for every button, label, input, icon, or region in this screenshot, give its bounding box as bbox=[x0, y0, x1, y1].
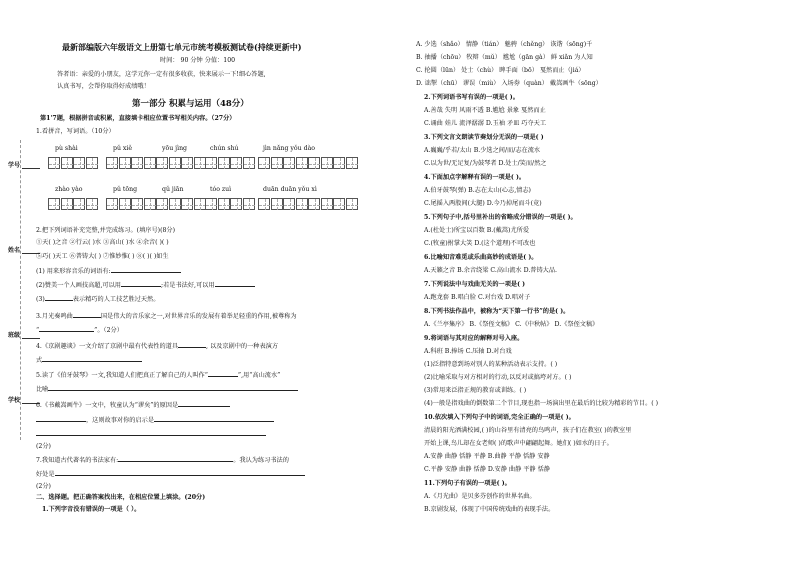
pinyin-1-2: pǔ xiě bbox=[113, 145, 133, 152]
char-cell[interactable] bbox=[296, 198, 308, 210]
part2-title: 二、选择题。把正确答案找出来，在相应位置上填涂。(20分) bbox=[36, 494, 206, 501]
side-label-id: 学号 bbox=[8, 162, 21, 169]
mc-q10-passage-1: 清晨的阳光洒满校园,( )的山谷里有清亮的鸟鸣声，孩子们在教室( )的教室里 bbox=[424, 427, 632, 434]
mc-q11: 11.下列句子有误的一项是( )。 bbox=[424, 480, 511, 487]
mc-q9-3: (3)常用来泛指正规的教育或训练。( ) bbox=[424, 387, 527, 394]
char-cell[interactable] bbox=[131, 198, 143, 210]
char-cell[interactable] bbox=[119, 157, 131, 169]
right-line-2: B. 抽播（chōu） 牧辩（mǔ） 尴尬（gān gà） 鲜 xiǎn 为人知 bbox=[416, 54, 593, 61]
greeting-line-2: 认真书写，会帮你取得好成绩哦！ bbox=[57, 83, 150, 90]
char-cell[interactable] bbox=[169, 157, 181, 169]
q2-a: (1) 用来形容音乐的词语有: bbox=[36, 268, 181, 276]
mc-q11-b: B.京剧发展，体现了中国传统戏曲的表现手法。 bbox=[424, 506, 555, 513]
q1-text: 1.看拼音，写词语。（10分） bbox=[36, 128, 115, 135]
char-cell[interactable] bbox=[243, 157, 255, 169]
char-cell[interactable] bbox=[218, 157, 230, 169]
char-cell[interactable] bbox=[283, 198, 295, 210]
answer-blank[interactable] bbox=[178, 406, 230, 407]
exam-title: 最新部编版六年级语文上册第七单元市统考模板测试卷(持续更新中) bbox=[62, 42, 302, 52]
answer-blank[interactable] bbox=[118, 461, 233, 462]
char-cell[interactable] bbox=[144, 157, 156, 169]
answer-blank[interactable] bbox=[121, 286, 161, 287]
pinyin-2-5: duān duān yǒu xì bbox=[263, 186, 317, 193]
q2-c: (3) 表示精巧的人工技艺胜过天然。 bbox=[36, 296, 160, 303]
mc-q9-4: (4)一般是指戏曲的倒数第二个节目,现也指一场演出里在最后的比较为精彩的节目。( ) bbox=[424, 400, 659, 407]
q6-line-3 bbox=[36, 431, 266, 439]
char-cell[interactable] bbox=[106, 198, 118, 210]
char-cell[interactable] bbox=[205, 198, 217, 210]
mc-q4: 4.下面加点字解释有误的一项是( )。 bbox=[424, 174, 526, 181]
mc-q8-opts: A.《兰亭集序》 B.《祭侄文稿》 C.《中秋帖》 D.《祭侄文稿》 bbox=[424, 321, 599, 328]
q6-score: (2分) bbox=[36, 443, 51, 450]
mc-q9-opts: A.科班 B.捧场 C.压轴 D.对台戏 bbox=[424, 348, 512, 355]
pinyin-2-1: zhào yào bbox=[55, 186, 83, 193]
mc-q10-passage-2: 开始上课,鸟儿却在女老师( )的歌声中翩翩起舞。她们( )如水的日子。 bbox=[424, 440, 613, 447]
char-cell[interactable] bbox=[48, 198, 60, 210]
mc-q2: 2.下列词语书写有误的一项是( )。 bbox=[424, 94, 519, 101]
q2-b: (2)赞美一个人画技高超,可以用 ;若是书法好,可以用 bbox=[36, 282, 255, 290]
answer-blank[interactable] bbox=[48, 390, 298, 391]
mc-q3-cd: C.以为世/无足复/为鼓琴者 D.处士/笑而/然之 bbox=[424, 160, 547, 167]
char-cell[interactable] bbox=[258, 157, 270, 169]
part1-title: 第一部分 积累与运用（48分） bbox=[132, 99, 249, 109]
char-cell[interactable] bbox=[230, 157, 242, 169]
answer-blank[interactable] bbox=[111, 272, 181, 273]
char-cell[interactable] bbox=[119, 198, 131, 210]
char-cell[interactable] bbox=[194, 198, 206, 210]
pinyin-2-2: pǔ tōng bbox=[113, 186, 138, 193]
greeting-line-1: 答者语：亲爱的小朋友，这学元你一定有很多收获，快来展示一下!细心答题, bbox=[57, 71, 266, 78]
answer-blank[interactable] bbox=[154, 421, 274, 422]
pinyin-2-4: tóo zuì bbox=[210, 186, 232, 193]
char-cell[interactable] bbox=[346, 198, 358, 210]
side-label-name: 姓名 bbox=[8, 247, 21, 254]
mc-q8: 8.下列书法作品中，被称为“天下第一行书”的是( )。 bbox=[424, 308, 570, 315]
char-cell[interactable] bbox=[73, 198, 85, 210]
mc-q3: 3.下列文言文朗读节奏划分无误的一项是( ) bbox=[424, 134, 544, 141]
char-cell[interactable] bbox=[258, 198, 270, 210]
side-label-school: 学校 bbox=[8, 397, 21, 404]
answer-blank[interactable] bbox=[42, 361, 142, 362]
char-cell[interactable] bbox=[230, 198, 242, 210]
q7-line-1: 7.我知道古代著名的书法家有: 。我认为练习书法的 bbox=[36, 457, 289, 464]
q6-line-2: ，这则故事对你的启示是 bbox=[36, 417, 274, 425]
char-cell[interactable] bbox=[296, 157, 308, 169]
char-cell[interactable] bbox=[61, 198, 73, 210]
char-cell[interactable] bbox=[73, 157, 85, 169]
mc-q9-2: (2)比喻采取与对方相对的行动,以反对或搞垮对方。( ) bbox=[424, 374, 572, 381]
mc-q9: 9.将词语与其对应的解释对号入座。 bbox=[424, 335, 524, 342]
mc-q6-opts: A.天籁之音 B.余音绕梁 C.高山流水 D.普铸大品. bbox=[424, 267, 558, 274]
right-line-1: A. 少选（shǎo） 情静（tián） 魅骋（chěng） 诙谐（sōng)千 bbox=[416, 41, 593, 48]
pinyin-1-3: yōu jìng bbox=[162, 145, 188, 152]
char-cell[interactable] bbox=[86, 157, 98, 169]
time-info: 时间： 90 分钟 分值：100 bbox=[160, 57, 236, 64]
char-cell[interactable] bbox=[181, 198, 193, 210]
q2-line-1: ①天( )之音 ②行云( )水 ③高山( )水 ④余音( )( ) bbox=[36, 239, 169, 246]
q7-line-2: 好处是 bbox=[36, 471, 305, 479]
char-cell[interactable] bbox=[271, 157, 283, 169]
char-cell[interactable] bbox=[321, 157, 333, 169]
char-cell[interactable] bbox=[181, 157, 193, 169]
char-cell[interactable] bbox=[86, 198, 98, 210]
pinyin-1-5: jìn nǎng yǒu dào bbox=[263, 145, 315, 152]
mc-q5-ab: A.(杜处士)所宝以百数 B.(戴嵩)尤所爱 bbox=[424, 227, 530, 234]
pinyin-2-3: qǔ jiān bbox=[162, 186, 184, 193]
answer-blank[interactable] bbox=[45, 300, 73, 301]
char-cell[interactable] bbox=[205, 157, 217, 169]
char-cell[interactable] bbox=[156, 198, 168, 210]
q3-line-2: “ ”。（2分） bbox=[36, 327, 123, 334]
pinyin-1-4: chún shú bbox=[210, 145, 239, 152]
mc-q2-ab: A.善哉 失明 风雨不透 B.尴尬 景象 戛然而止 bbox=[424, 107, 546, 114]
answer-blank[interactable] bbox=[36, 435, 266, 436]
mc-q10-ab: A.安静 曲静 恬静 平静 B.曲静 平静 恬静 安静 bbox=[424, 453, 550, 460]
char-cell[interactable] bbox=[308, 198, 320, 210]
q7-score: (2分) bbox=[36, 483, 51, 490]
char-cell[interactable] bbox=[48, 157, 60, 169]
pinyin-1-1: pù shài bbox=[55, 145, 78, 152]
right-line-3: C. 抡圆（lūn） 处士（chù） 睥手面（bō） 戛然而止（jiá） bbox=[416, 67, 585, 74]
mc-q5-cd: C.(牧童)拊掌大笑 D.(这个道理)不可改也 bbox=[424, 240, 536, 247]
char-cell[interactable] bbox=[194, 157, 206, 169]
q5-line-1: 5.读了《伯牙鼓琴》一文,我知道人们把真正了解自己的人叫作“ ”,用“高山流水” bbox=[36, 372, 281, 379]
char-cell[interactable] bbox=[144, 198, 156, 210]
q3-line-1: 3.月光奏鸣曲 国是伟大的音乐家之一,对世界音乐的发展有着举足轻重的作用,被尊称为 bbox=[36, 313, 297, 320]
answer-blank[interactable] bbox=[73, 317, 101, 318]
part1-intro: 第1'7题，根据拼音或积累，直接填卡相应位置书写相关内容。（27分） bbox=[40, 115, 236, 122]
q2-line-2: ⑤巧( )天工 ⑥普铸大( ) ⑦惟妙惟( ) ⑧( )( )如生 bbox=[36, 253, 169, 260]
mc-q10-cd: C.平静 安静 曲静 恬静 D.安静 曲静 平静 恬静 bbox=[424, 466, 550, 473]
char-cell[interactable] bbox=[333, 157, 345, 169]
mc-q6: 6.比喻知音难觅或乐曲高妙的成语是( )。 bbox=[424, 254, 538, 261]
char-cell[interactable] bbox=[156, 157, 168, 169]
binding-cut-line bbox=[20, 140, 21, 440]
mc-q4-cd: C.尾摇入两股间(大腿) D.今乃掉尾而斗(竟) bbox=[424, 200, 542, 207]
char-cell[interactable] bbox=[169, 198, 181, 210]
char-cell[interactable] bbox=[131, 157, 143, 169]
mc-q2-cd: C.诵曲 娃儿 流泽潺潺 D.玉袖 矛皿 巧夺天工 bbox=[424, 120, 547, 127]
q4-line-1: 4.《京剧趣谈》一文介绍了京剧中最有代表性的道具 , 以及京剧中的一种表演方 bbox=[36, 343, 279, 350]
right-line-4: D. 诎掣（chū） 谬误（miù） 入场券（quàn） 戴嵩画牛（sōng） bbox=[416, 80, 602, 87]
char-cell[interactable] bbox=[106, 157, 118, 169]
mc-q7: 7.下列说法中与戏曲无关的一项是( ) bbox=[424, 281, 526, 288]
mc-q1: 1.下列字音没有错误的一项是（ ）。 bbox=[42, 506, 141, 513]
answer-blank[interactable] bbox=[39, 331, 94, 332]
mc-q5: 5.下列句子中,括号里补出的省略成分错误的一项是( )。 bbox=[424, 214, 577, 221]
mc-q3-ab: A.巍巍/乎若/太山 B.少选之间/而/志在流水 bbox=[424, 147, 541, 154]
answer-blank[interactable] bbox=[215, 286, 255, 287]
side-line-class bbox=[22, 338, 40, 339]
char-cell[interactable] bbox=[308, 157, 320, 169]
side-line-id bbox=[22, 168, 40, 169]
mc-q11-a: A.《月光曲》是贝多芬创作的世界名曲。 bbox=[424, 493, 536, 500]
char-cell[interactable] bbox=[321, 198, 333, 210]
side-label-class: 班级 bbox=[8, 332, 21, 339]
q5-line-2: 比喻 bbox=[36, 386, 298, 394]
char-cell[interactable] bbox=[283, 157, 295, 169]
mc-q7-opts: A.跑龙套 B.唱白脸 C.对台戏 D.唱对子 bbox=[424, 294, 531, 301]
answer-blank[interactable] bbox=[36, 421, 86, 422]
answer-blank[interactable] bbox=[55, 475, 305, 476]
answer-blank[interactable] bbox=[178, 347, 206, 348]
char-cell[interactable] bbox=[271, 198, 283, 210]
char-cell[interactable] bbox=[333, 198, 345, 210]
mc-q4-ab: A.伯牙鼓琴(弹) B.志在太山(心志,情志) bbox=[424, 187, 531, 194]
char-cell[interactable] bbox=[346, 157, 358, 169]
q6-line-1: 6.《书戴嵩画牛》一文中，牧童认为“谬矣”的原因是 bbox=[36, 402, 230, 410]
mc-q9-1: (1)泛指特意到场对别人的某种活动表示支持。( ) bbox=[424, 361, 558, 368]
char-cell[interactable] bbox=[218, 198, 230, 210]
mc-q10: 10.依次填入下列句子中的词语,完全正确的一项是( )。 bbox=[424, 414, 575, 421]
char-cell[interactable] bbox=[243, 198, 255, 210]
answer-blank[interactable] bbox=[208, 376, 238, 377]
q2-text: 2.把下列词语补充完整,并完成练习。(填序号)(8分) bbox=[36, 227, 176, 234]
char-cell[interactable] bbox=[61, 157, 73, 169]
q4-line-2: 式 bbox=[36, 357, 142, 365]
